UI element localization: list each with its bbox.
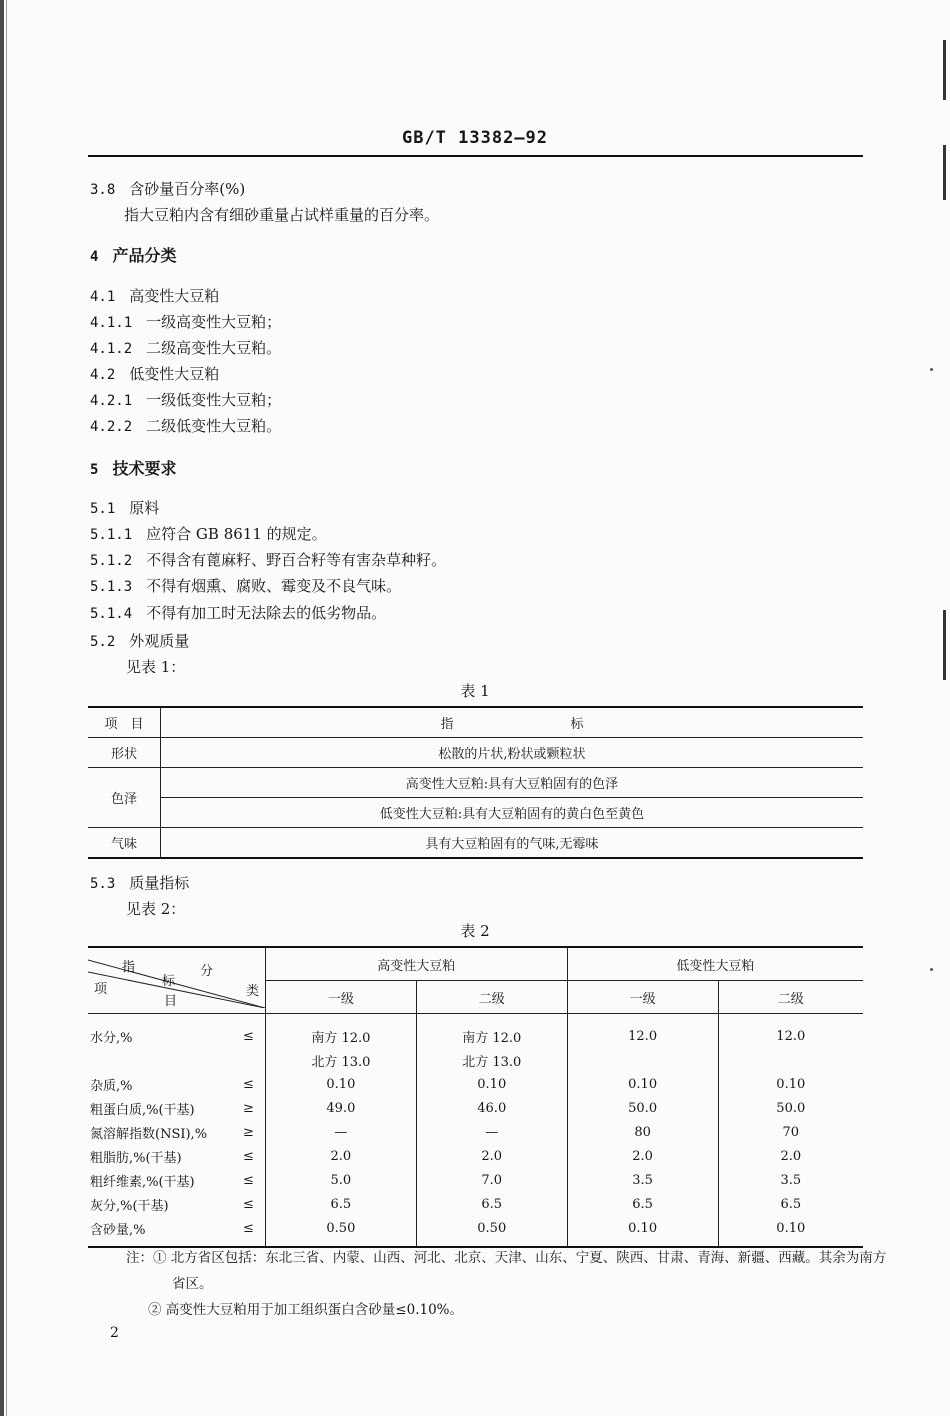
diag-zhi: 指	[122, 960, 136, 975]
t2-cell-l2: 70	[718, 1120, 863, 1144]
t2-cell-h2: 6.5	[416, 1192, 567, 1216]
table-row	[88, 1072, 863, 1096]
table-1-caption: 表 1	[460, 682, 490, 700]
table-row	[88, 1144, 863, 1168]
clause-4-2-2: 4.2.2 二级低变性大豆粕。	[90, 417, 282, 435]
scan-speck	[930, 368, 933, 371]
table-row	[88, 798, 863, 828]
diag-biao: 标	[162, 974, 176, 989]
t2-cell-op: ≤	[242, 1172, 254, 1188]
t1-color-value-high: 高变性大豆粕:具有大豆粕固有的色泽	[161, 768, 864, 798]
t1-smell-value: 具有大豆粕固有的气味,无霉味	[161, 828, 864, 859]
t2-cell-l2: 12.0	[718, 1014, 863, 1049]
t2-cell-label: 粗蛋白质,%(干基)	[90, 1102, 195, 1118]
t2-cell-op: ≤	[242, 1220, 254, 1236]
table-row	[88, 1014, 863, 1049]
t1-shape-label: 形状	[88, 738, 161, 768]
t2-diagonal-header	[88, 947, 265, 1014]
clause-5-3: 5.3 质量指标	[90, 874, 190, 892]
t2-cell-op: ≤	[242, 1148, 254, 1164]
table-row	[88, 947, 863, 981]
t2-cell-label: 粗纤维素,%(干基)	[90, 1174, 195, 1190]
t2-cell-h2: 0.10	[416, 1072, 567, 1096]
table-2	[88, 946, 863, 1248]
t2-cell-l1: 3.5	[567, 1168, 718, 1192]
table-row	[88, 1168, 863, 1192]
t2-group-high: 高变性大豆粕	[265, 947, 567, 981]
clause-4-1: 4.1 高变性大豆粕	[90, 287, 220, 305]
table-1	[88, 706, 863, 859]
t2-cell-l2: 50.0	[718, 1096, 863, 1120]
table-row	[88, 768, 863, 798]
t2-cell-h2: 2.0	[416, 1144, 567, 1168]
t2-cell-l1: 80	[567, 1120, 718, 1144]
scan-edge-line	[6, 0, 7, 1416]
table-2-caption: 表 2	[460, 922, 490, 940]
t2-cell-l1: 12.0	[567, 1014, 718, 1049]
t2-cell-l1: 2.0	[567, 1144, 718, 1168]
clause-5-2: 5.2 外观质量	[90, 632, 190, 650]
t2-cell-h2: 0.50	[416, 1216, 567, 1247]
t2-cell-l1: 0.10	[567, 1216, 718, 1247]
t1-color-value-low: 低变性大豆粕:具有大豆粕固有的黄白色至黄色	[161, 798, 864, 828]
diag-lei: 类	[246, 984, 260, 999]
note-1: 注：① 北方省区包括：东北三省、内蒙、山西、河北、北京、天津、山东、宁夏、陕西、甘肃、青海、新疆、西藏。其余为南方	[126, 1250, 887, 1266]
header-rule	[88, 155, 863, 157]
t2-cell-op: ≥	[242, 1124, 254, 1140]
t2-cell-l2: 0.10	[718, 1072, 863, 1096]
t2-grade-low-1: 一级	[567, 981, 718, 1014]
t1-head-item: 项 目	[88, 707, 161, 738]
t2-cell-label: 灰分,%(干基)	[90, 1198, 169, 1214]
scan-mark	[943, 40, 946, 100]
clause-3-8: 3.8 含砂量百分率(%)	[90, 180, 246, 198]
table-row	[88, 828, 863, 859]
section-4-heading: 4 产品分类	[90, 246, 177, 265]
t2-cell-l2: 6.5	[718, 1192, 863, 1216]
scan-mark	[943, 145, 946, 200]
clause-5-1-4: 5.1.4 不得有加工时无法除去的低劣物品。	[90, 604, 387, 622]
t2-cell-op: ≤	[242, 1028, 254, 1044]
clause-5-1: 5.1 原料	[90, 499, 160, 517]
t2-cell-op: ≥	[242, 1100, 254, 1116]
see-table-1: 见表 1：	[126, 658, 186, 676]
t2-cell-l1: 6.5	[567, 1192, 718, 1216]
section-5-heading: 5 技术要求	[90, 459, 177, 478]
t2-group-low: 低变性大豆粕	[567, 947, 863, 981]
t2-cell-h2: 7.0	[416, 1168, 567, 1192]
table-row	[88, 1192, 863, 1216]
clause-5-1-3: 5.1.3 不得有烟熏、腐败、霉变及不良气味。	[90, 577, 402, 595]
t2-cell-label: 粗脂肪,%(干基)	[90, 1150, 182, 1166]
diag-fen: 分	[200, 964, 214, 979]
t2-grade-high-2: 二级	[416, 981, 567, 1014]
t2-cell-label: 杂质,%	[90, 1078, 133, 1094]
scan-edge	[0, 0, 4, 1416]
t2-cell-h1: —	[265, 1120, 416, 1144]
t2-cell-label: 含砂量,%	[90, 1222, 146, 1238]
t2-cell-l1	[567, 1048, 718, 1072]
t2-cell-h1: 6.5	[265, 1192, 416, 1216]
table-row	[88, 1048, 863, 1072]
t2-cell-l2	[718, 1048, 863, 1072]
t1-color-label: 色泽	[88, 768, 161, 828]
page-header: GB/T 13382—92	[401, 128, 549, 148]
clause-4-1-1: 4.1.1 一级高变性大豆粕；	[90, 313, 282, 331]
t2-cell-h2: 46.0	[416, 1096, 567, 1120]
diag-xiang: 项	[94, 982, 108, 997]
t2-cell-h1: 0.10	[265, 1072, 416, 1096]
t2-cell-h1: 2.0	[265, 1144, 416, 1168]
page-number: 2	[110, 1325, 119, 1341]
t2-cell-h2: 南方 12.0	[416, 1014, 567, 1049]
clause-5-1-1: 5.1.1 应符合 GB 8611 的规定。	[90, 525, 327, 543]
t2-cell-op: ≤	[242, 1076, 254, 1092]
t2-cell-h1: 49.0	[265, 1096, 416, 1120]
t1-head-index: 指 标	[161, 707, 864, 738]
note-1-cont: 省区。	[172, 1276, 213, 1292]
clause-4-2: 4.2 低变性大豆粕	[90, 365, 220, 383]
t1-smell-label: 气味	[88, 828, 161, 859]
t2-cell-h1: 南方 12.0	[265, 1014, 416, 1049]
t2-cell-label	[88, 1048, 243, 1072]
t2-cell-op: ≤	[242, 1196, 254, 1212]
clause-3-8-desc: 指大豆粕内含有细砂重量占试样重量的百分率。	[124, 206, 440, 224]
diag-mu: 目	[164, 994, 178, 1009]
scan-speck	[930, 968, 933, 971]
clause-5-1-2: 5.1.2 不得含有蓖麻籽、野百合籽等有害杂草种籽。	[90, 551, 447, 569]
t2-cell-label: 氮溶解指数(NSI),%	[90, 1126, 208, 1142]
t2-cell-h2: 北方 13.0	[416, 1048, 567, 1072]
t2-cell-l2: 0.10	[718, 1216, 863, 1247]
table-row	[88, 1216, 863, 1247]
note-2: ② 高变性大豆粕用于加工组织蛋白含砂量≤0.10%。	[148, 1302, 463, 1318]
t2-cell-h1: 0.50	[265, 1216, 416, 1247]
t2-cell-l1: 0.10	[567, 1072, 718, 1096]
scan-mark	[943, 610, 946, 680]
table-row	[88, 1120, 863, 1144]
t2-cell-op	[243, 1048, 265, 1072]
t2-grade-low-2: 二级	[718, 981, 863, 1014]
table-row	[88, 707, 863, 738]
table-row	[88, 1096, 863, 1120]
t2-cell-h2: —	[416, 1120, 567, 1144]
t2-cell-l2: 3.5	[718, 1168, 863, 1192]
see-table-2: 见表 2：	[126, 900, 186, 918]
t2-grade-high-1: 一级	[265, 981, 416, 1014]
t2-cell-l2: 2.0	[718, 1144, 863, 1168]
t2-cell-h1: 北方 13.0	[265, 1048, 416, 1072]
t2-cell-h1: 5.0	[265, 1168, 416, 1192]
t2-cell-label: 水分,%	[90, 1030, 133, 1046]
t1-shape-value: 松散的片状,粉状或颗粒状	[161, 738, 864, 768]
clause-4-2-1: 4.2.1 一级低变性大豆粕；	[90, 391, 282, 409]
table-row	[88, 738, 863, 768]
clause-4-1-2: 4.1.2 二级高变性大豆粕。	[90, 339, 282, 357]
t2-cell-l1: 50.0	[567, 1096, 718, 1120]
